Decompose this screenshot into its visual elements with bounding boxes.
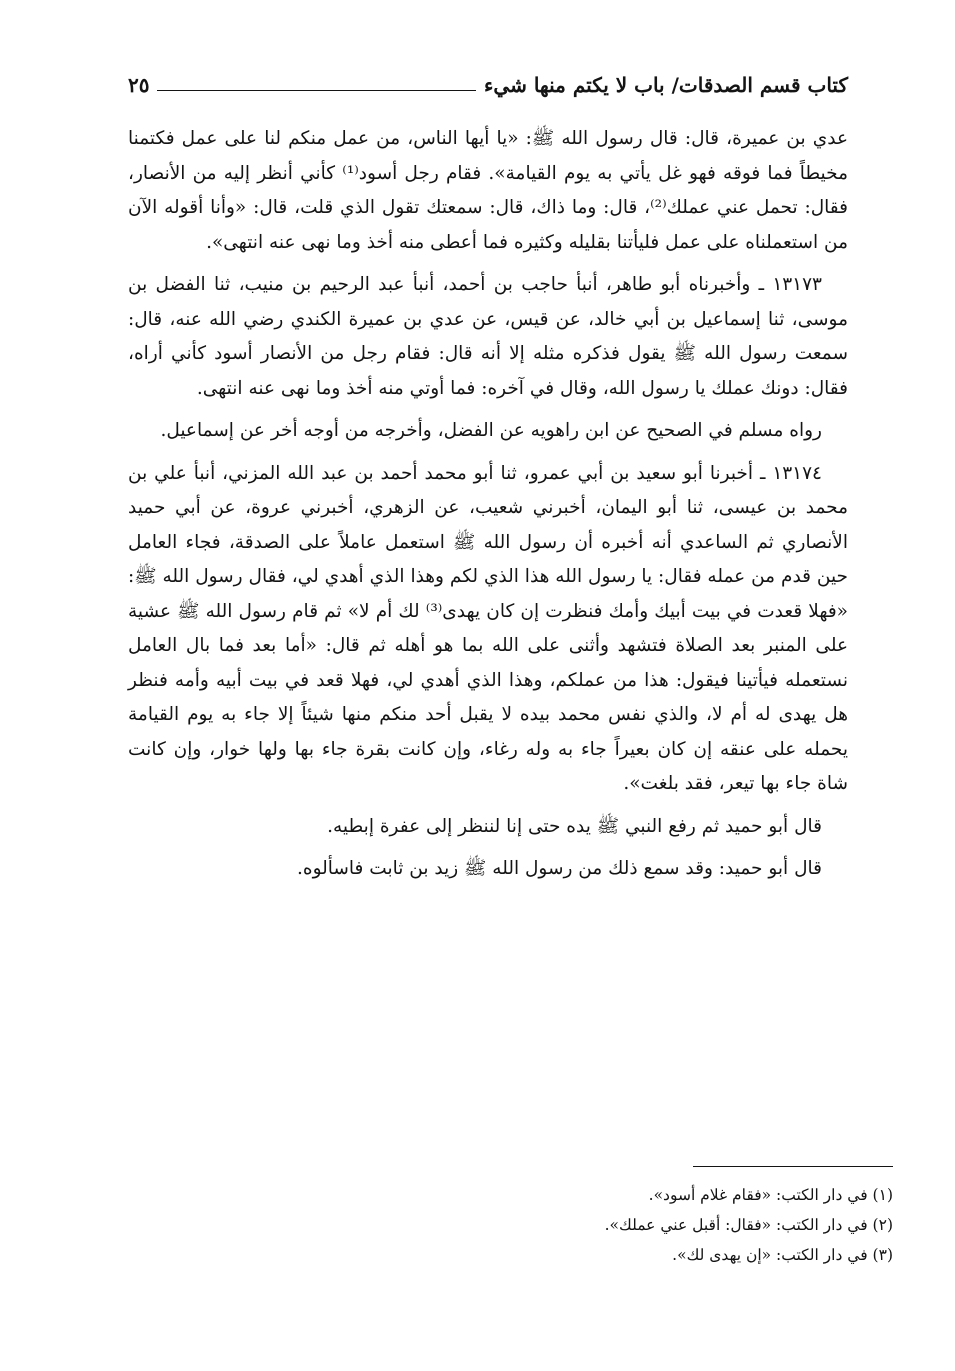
footnote-1: (١) في دار الكتب: «فقام غلام أسود». [648, 1186, 893, 1204]
page-number: ٢٥ [128, 73, 150, 97]
paragraph-continuation: عدي بن عميرة، قال: قال رسول الله ﷺ: «يا أيها الناس، من عمل منكم لنا على عمل فكتمنا مخيطاً فما فوقه فهو غل يأتي به يوم القيامة». فقام رجل أسود⁽¹⁾ كأني أنظر إليه من الأنصار، فقال: تحمل عني عملك⁽²⁾، قال: وما ذاك، قال: سمعتك تقول الذي قلت، قال: «وأنا أقوله الآن من استعملناه على عمل فليأتنا بقليله وكثيره فما أعطى منه أخذ وما نهى عنه انتهى». [128, 128, 848, 253]
footnote-separator [693, 1166, 893, 1167]
abu-humaid-remark-2: قال أبو حميد: وقد سمع ذلك من رسول الله ﷺ زيد بن ثابت فاسألوه. [297, 858, 822, 879]
footnote-3: (٣) في دار الكتب: «إن يهدى لك». [672, 1246, 893, 1264]
hadith-13174: ١٣١٧٤ ـ أخبرنا أبو سعيد بن أبي عمرو، ثنا أبو محمد أحمد بن عبد الله المزني، أنبأ علي بن محمد بن عيسى، ثنا أبو اليمان، أخبرني شعيب، عن الزهري، أخبرني عروة، عن أبي حميد الأنصاري ثم الساعدي أنه أخبره أن رسول الله ﷺ استعمل عاملاً على الصدقة، فجاء العامل حين قدم من عمله فقال: يا رسول الله هذا الذي لكم وهذا الذي أهدي لي، فقال رسول الله ﷺ: «فهلا قعدت في بيت أبيك وأمك فنظرت إن كان يهدى⁽³⁾ لك أم لا» ثم قام رسول الله ﷺ عشية على المنبر بعد الصلاة فتشهد وأثنى على الله بما هو أهله ثم قال: «أما بعد فما بال العامل نستعمله فيأتينا فيقول: هذا من عملكم، وهذا الذي أهدي لي، فهلا قعد في بيت أبيه وأمه فنظر هل يهدى له أم لا، والذي نفس محمد بيده لا يقبل أحد منكم منها شيئاً إلا جاء به يوم القيامة يحمله على عنقه إن كان بعيراً جاء به وله رغاء، وإن كانت بقرة جاء بها ولها خوار، وإن كانت شاة جاء بها تيعر، فقد بلغت». [128, 462, 849, 794]
main-text [128, 122, 848, 895]
header-rule [157, 90, 476, 91]
running-title: كتاب قسم الصدقات/ باب لا يكتم منها شيء [484, 73, 848, 97]
footnotes [133, 1180, 893, 1270]
narration-note: رواه مسلم في الصحيح عن ابن راهويه عن الفضل، وأخرجه من أوجه أخر عن إسماعيل. [160, 420, 822, 441]
footnote-2: (٢) في دار الكتب: «فقال: أقبل عني عملك». [604, 1216, 893, 1234]
hadith-13173: ١٣١٧٣ ـ وأخبرناه أبو طاهر، أنبأ حاجب بن أحمد، أنبأ عبد الرحيم بن منيب، ثنا الفضل بن موسى، ثنا إسماعيل بن أبي خالد، عن قيس، عن عدي بن عميرة الكندي رضي الله عنه، قال: سمعت رسول الله ﷺ يقول فذكره مثله إلا أنه قال: فقام رجل من الأنصار أسود كأني أراه، فقال: دونك عملك يا رسول الله، وقال في آخره: فما أوتي منه أخذ وما نهى عنه انتهى. [128, 274, 848, 399]
abu-humaid-remark-1: قال أبو حميد ثم رفع النبي ﷺ يده حتى إنا لننظر إلى عفرة إبطيه. [327, 815, 822, 837]
running-header [128, 60, 848, 100]
